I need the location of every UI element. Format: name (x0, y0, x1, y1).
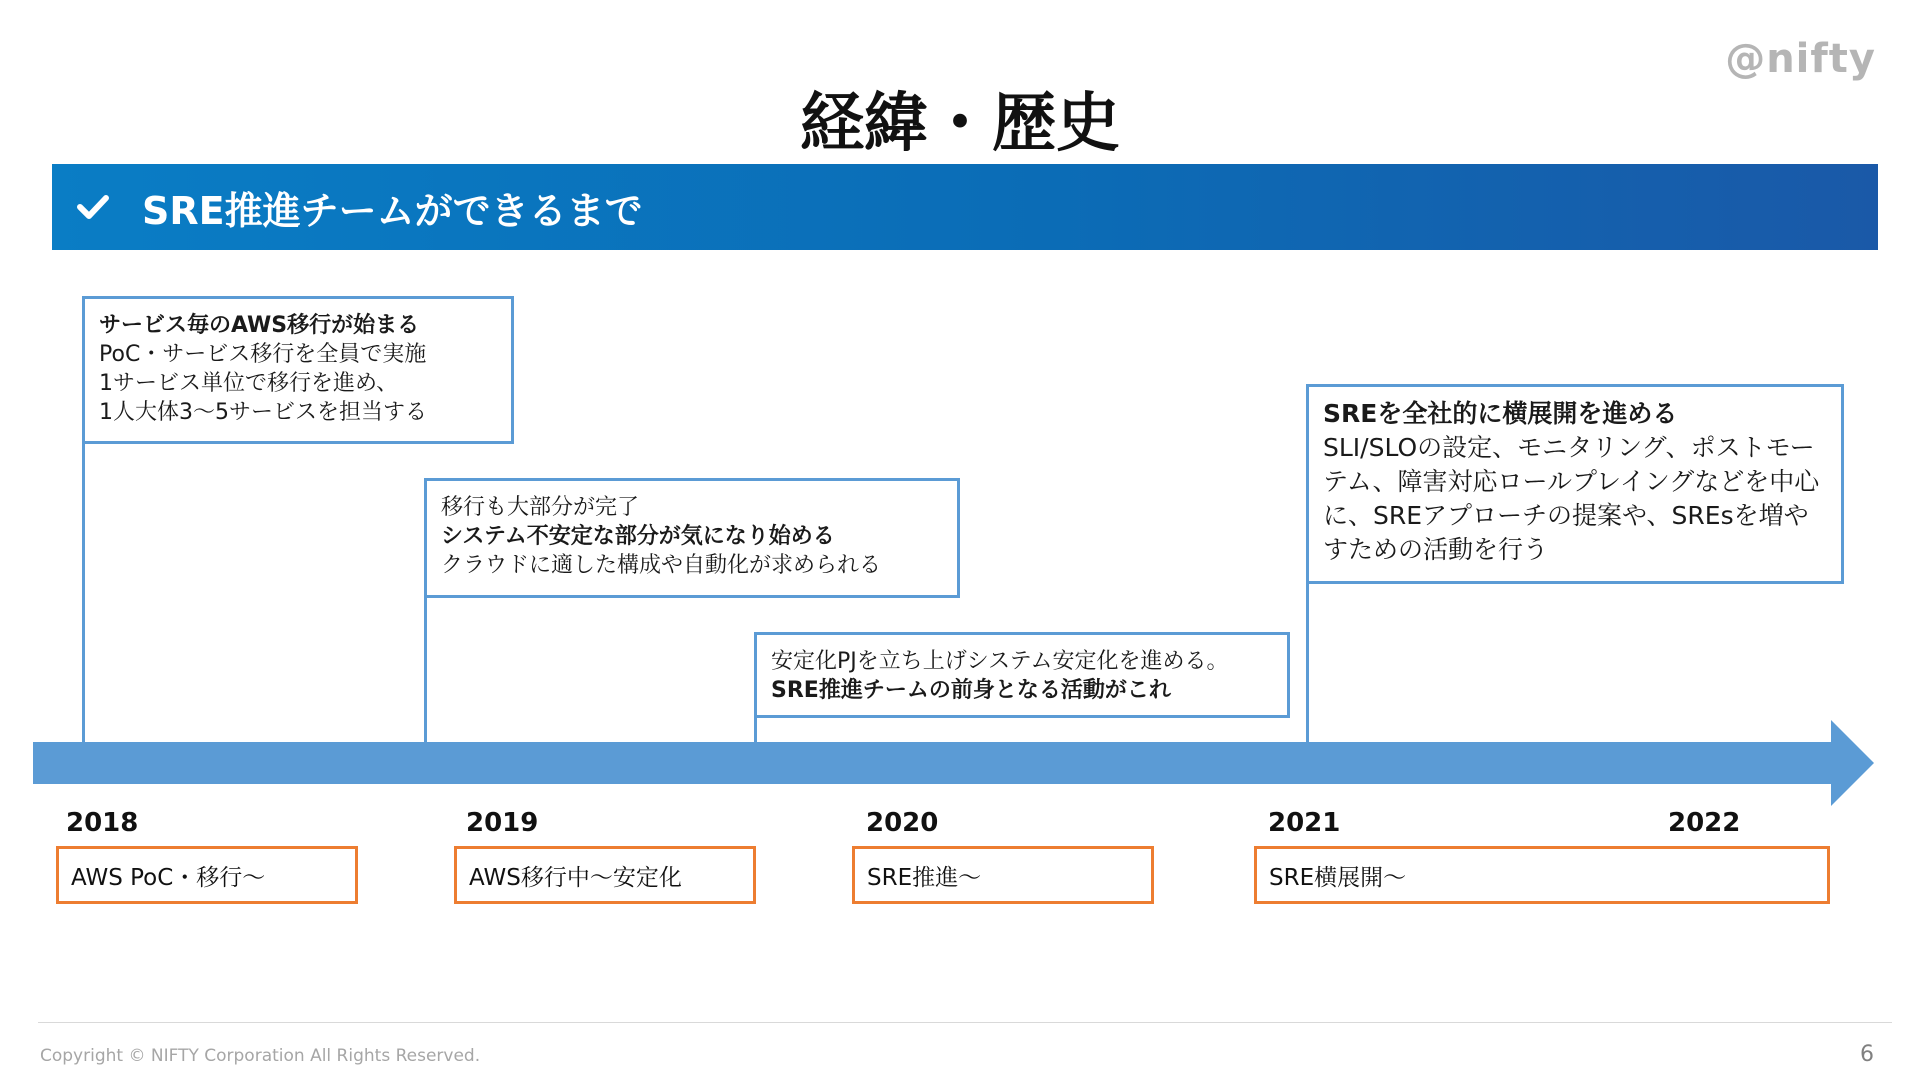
year-label: 2019 (466, 808, 539, 838)
phase-box: SRE横展開〜 (1254, 846, 1830, 904)
callout-line: 安定化PJを立ち上げシステム安定化を進める。 (771, 649, 1229, 674)
timeline-arrow-head (1831, 720, 1874, 806)
callout-migration-complete (424, 478, 960, 598)
check-icon (74, 188, 112, 226)
year-label: 2020 (866, 808, 939, 838)
callout-bold-line: システム不安定な部分が気になり始める (441, 524, 835, 549)
phase-box: AWS PoC・移行〜 (56, 846, 358, 904)
page-title: 経緯・歴史 (800, 87, 1120, 161)
callout-line: PoC・サービス移行を全員で実施 (99, 342, 427, 367)
connector-line-2020 (754, 716, 757, 744)
banner-title: SRE推進チームができるまで (142, 188, 643, 233)
year-label: 2022 (1668, 808, 1741, 838)
callout-bold-line: SRE推進チームの前身となる活動がこれ (771, 678, 1171, 703)
year-label: 2021 (1268, 808, 1341, 838)
nifty-logo: @nifty (1725, 36, 1876, 82)
year-label: 2018 (66, 808, 139, 838)
page-number: 6 (1860, 1042, 1874, 1067)
timeline-arrow (33, 742, 1841, 784)
phase-box: SRE推進〜 (852, 846, 1154, 904)
callout-aws-migration-start (82, 296, 514, 444)
callout-sre-rollout (1306, 384, 1844, 584)
callout-line: クラウドに適した構成や自動化が求められる (441, 553, 882, 578)
footer-divider (38, 1022, 1892, 1023)
callout-line: 1人大体3〜5サービスを担当する (99, 400, 427, 425)
callout-title: SREを全社的に横展開を進める (1323, 399, 1678, 428)
connector-line-2018 (82, 442, 85, 744)
callout-line: 移行も大部分が完了 (441, 495, 640, 520)
connector-line-2021 (1306, 582, 1309, 744)
copyright-text: Copyright © NIFTY Corporation All Rights Reserved. (40, 1046, 481, 1066)
section-banner (52, 164, 1878, 250)
phase-box: AWS移行中〜安定化 (454, 846, 756, 904)
callout-stabilization-pj (754, 632, 1290, 718)
connector-line-2019 (424, 596, 427, 744)
callout-body: SLI/SLOの設定、モニタリング、ポストモーテム、障害対応ロールプレイングなどを中心に、SREアプローチの提案や、SREsを増やすための活動を行う (1323, 433, 1820, 564)
callout-line: 1サービス単位で移行を進め、 (99, 371, 399, 396)
callout-title: サービス毎のAWS移行が始まる (99, 313, 420, 338)
